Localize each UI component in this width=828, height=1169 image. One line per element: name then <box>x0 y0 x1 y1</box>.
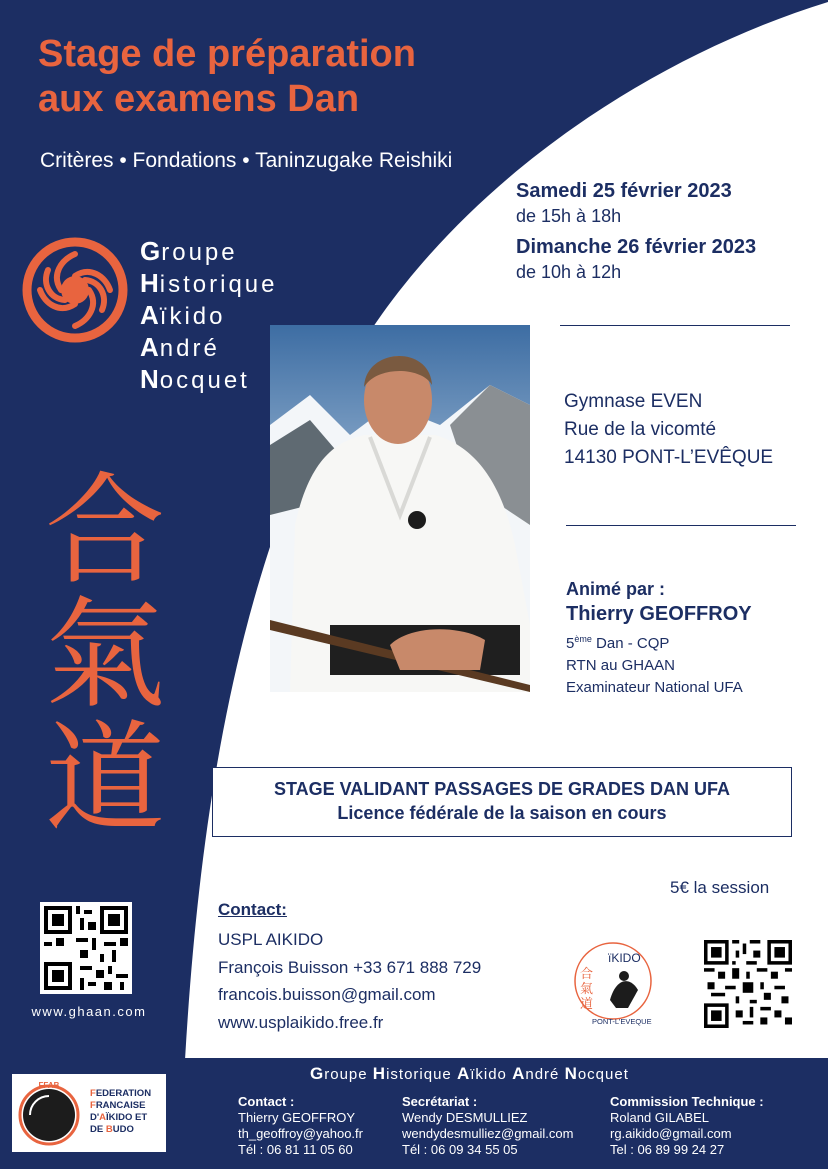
instructor-name: Thierry GEOFFROY <box>566 603 752 625</box>
footer-contact: Contact : Thierry GEOFFROY th_geoffroy@yahoo.fr Tél : 06 81 11 05 60 <box>238 1094 363 1157</box>
svg-text:氣: 氣 <box>580 982 594 997</box>
schedule-hours: de 10h à 12h <box>516 262 622 282</box>
ffab-name: FEDERATION FRANCAISE D'AÏKIDO ET DE BUDO <box>90 1088 152 1135</box>
price: 5€ la session <box>670 878 770 897</box>
ghaan-logo-text: Groupe Historique Aïkido André Nocquet <box>140 236 278 394</box>
schedule-day: Dimanche 26 février 2023 <box>516 236 757 258</box>
qr-code-ghaan[interactable] <box>40 902 132 994</box>
instructor-photo <box>270 325 530 692</box>
footer-email-link[interactable]: th_geoffroy@yahoo.fr <box>238 1126 363 1141</box>
divider <box>566 525 796 526</box>
website-link[interactable]: www.ghaan.com <box>31 1004 147 1019</box>
contact-website-link[interactable]: www.usplaikido.free.fr <box>218 1012 384 1032</box>
uspl-aikido-logo-icon <box>566 938 660 1028</box>
instructor-info: Animé par : Thierry GEOFFROY 5ème Dan - CQP RTN au GHAAN Examinateur National UFA <box>566 579 752 696</box>
schedule-day: Samedi 25 février 2023 <box>516 180 732 202</box>
divider <box>560 325 790 326</box>
page-title: Stage de préparation aux examens Dan <box>38 33 416 120</box>
contact-email-link[interactable]: francois.buisson@gmail.com <box>218 985 436 1004</box>
ffab-emblem-icon <box>16 1080 82 1146</box>
schedule-hours: de 15h à 18h <box>516 206 622 226</box>
schedule <box>516 178 756 290</box>
subtitle: Critères • Fondations • Taninzugake Reishiki <box>40 149 453 172</box>
svg-text:道: 道 <box>580 997 594 1012</box>
footer-email-link[interactable]: rg.aikido@gmail.com <box>610 1126 732 1141</box>
contact-block: Contact: USPL AIKIDO François Buisson +33 671 888 729 francois.buisson@gmail.com www.usplaikido.free.fr <box>218 898 481 1036</box>
aikido-calligraphy: 合 氣 道 <box>45 462 165 849</box>
svg-text:FFAB: FFAB <box>38 1081 60 1090</box>
footer-title: Groupe Historique Aïkido André Nocquet <box>310 1064 629 1083</box>
svg-text:PONT-L’EVEQUE: PONT-L’EVEQUE <box>592 1017 652 1026</box>
ghaan-logo-icon <box>20 236 130 344</box>
validation-banner: STAGE VALIDANT PASSAGES DE GRADES DAN UFA Licence fédérale de la saison en cours <box>212 767 792 837</box>
footer-email-link[interactable]: wendydesmulliez@gmail.com <box>402 1126 574 1141</box>
svg-text:ïKIDO: ïKIDO <box>608 951 641 965</box>
footer-secretariat: Secrétariat : Wendy DESMULLIEZ wendydesmulliez@gmail.com Tél : 06 09 34 55 05 <box>402 1094 574 1157</box>
venue-address: Gymnase EVEN Rue de la vicomté 14130 PONT-L’EVÊQUE <box>564 391 774 468</box>
qr-code-club[interactable] <box>704 940 792 1028</box>
footer-technical-commission: Commission Technique : Roland GILABEL rg.aikido@gmail.com Tel : 06 89 99 24 27 <box>610 1094 764 1157</box>
svg-text:合: 合 <box>580 967 594 982</box>
